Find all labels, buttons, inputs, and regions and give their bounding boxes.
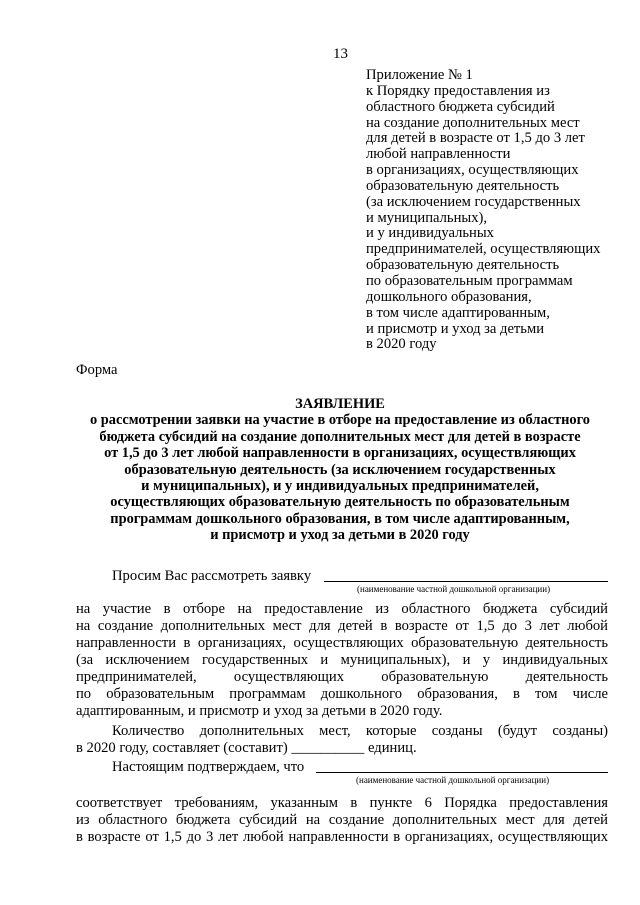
title-line: образовательную деятельность (за исключением государственных — [124, 461, 556, 478]
appendix-line: в организациях, осуществляющих — [366, 162, 579, 179]
appendix-line: для детей в возрасте от 1,5 до 3 лет — [366, 130, 585, 147]
title-line: бюджета субсидий на создание дополнительных мест для детей в возрасте — [99, 428, 581, 445]
title-line: осуществляющих образовательную деятельность по образовательным — [110, 494, 570, 511]
title-line: от 1,5 до 3 лет любой направленности в организациях, осуществляющих — [104, 445, 576, 462]
appendix-line: и присмотр и уход за детьми — [366, 320, 545, 337]
page-number: 13 — [333, 46, 348, 62]
appendix-line: к Порядку предоставления из — [366, 82, 550, 99]
para3-line: соответствует требованиям, указанным в пункте 6 Порядка предоставления — [76, 795, 608, 811]
para2-line: Количество дополнительных мест, которые созданы (будут созданы) — [112, 723, 608, 739]
appendix-line: предпринимателей, осуществляющих — [366, 241, 601, 258]
title-line: программам дошкольного образования, в том числе адаптированным, — [110, 510, 570, 527]
confirm-intro: Настоящим подтверждаем, что — [112, 759, 305, 775]
org-name-line-2 — [316, 772, 608, 773]
appendix-line: в том числе адаптированным, — [366, 304, 550, 321]
appendix-line: областного бюджета субсидий — [366, 98, 555, 115]
org-caption-1: (наименование частной дошкольной организации) — [357, 584, 551, 594]
appendix-line: образовательную деятельность — [366, 177, 560, 194]
appendix-line: на создание дополнительных мест — [366, 114, 580, 131]
para1-line: (за исключением государственных и муниципальных), и у индивидуальных — [76, 652, 608, 668]
org-name-line-1 — [324, 581, 608, 582]
title-line: о рассмотрении заявки на участие в отборе на предоставление из областного — [90, 412, 590, 429]
title-line: и присмотр и уход за детьми в 2020 году — [210, 527, 470, 544]
form-label: Форма — [76, 362, 118, 378]
appendix-line: по образовательным программам — [366, 272, 573, 289]
para1-line: предпринимателей, осуществляющих образовательную деятельность — [76, 669, 608, 685]
para3-line: в возрасте от 1,5 до 3 лет любой направленности в организациях, осуществляющих — [76, 829, 608, 845]
org-caption-2: (наименование частной дошкольной организации) — [356, 775, 550, 785]
appendix-line: образовательную деятельность — [366, 257, 560, 274]
document-title — [60, 396, 620, 544]
appendix-line: дошкольного образования, — [366, 288, 532, 305]
appendix-line: и у индивидуальных — [366, 225, 494, 242]
appendix-line: в 2020 году — [366, 336, 437, 353]
para1-line: адаптированным, и присмотр и уход за детьми в 2020 году. — [76, 703, 443, 719]
para1-line: на участие в отборе на предоставление из областного бюджета субсидий — [76, 601, 608, 617]
appendix-line: Приложение № 1 — [366, 67, 473, 83]
request-intro: Просим Вас рассмотреть заявку — [112, 568, 312, 584]
para1-line: на создание дополнительных мест для детей в возрасте от 1,5 до 3 лет любой — [76, 618, 608, 634]
title-line: и муниципальных), и у индивидуальных предпринимателей, — [141, 478, 539, 495]
appendix-line: и муниципальных), — [366, 209, 488, 226]
para3-line: из областного бюджета субсидий на создание дополнительных мест для детей — [76, 812, 608, 828]
para2-line: в 2020 году, составляет (составит) __________ единиц. — [76, 740, 417, 756]
appendix-line: любой направленности — [366, 146, 511, 163]
title-heading: ЗАЯВЛЕНИЕ — [295, 396, 385, 412]
para1-line: направленности в организациях, осуществляющих образовательную деятельность — [76, 635, 608, 651]
appendix-block — [366, 68, 636, 353]
para1-line: по образовательным программам дошкольного образования, в том числе — [76, 686, 608, 702]
appendix-line: (за исключением государственных — [366, 193, 581, 210]
